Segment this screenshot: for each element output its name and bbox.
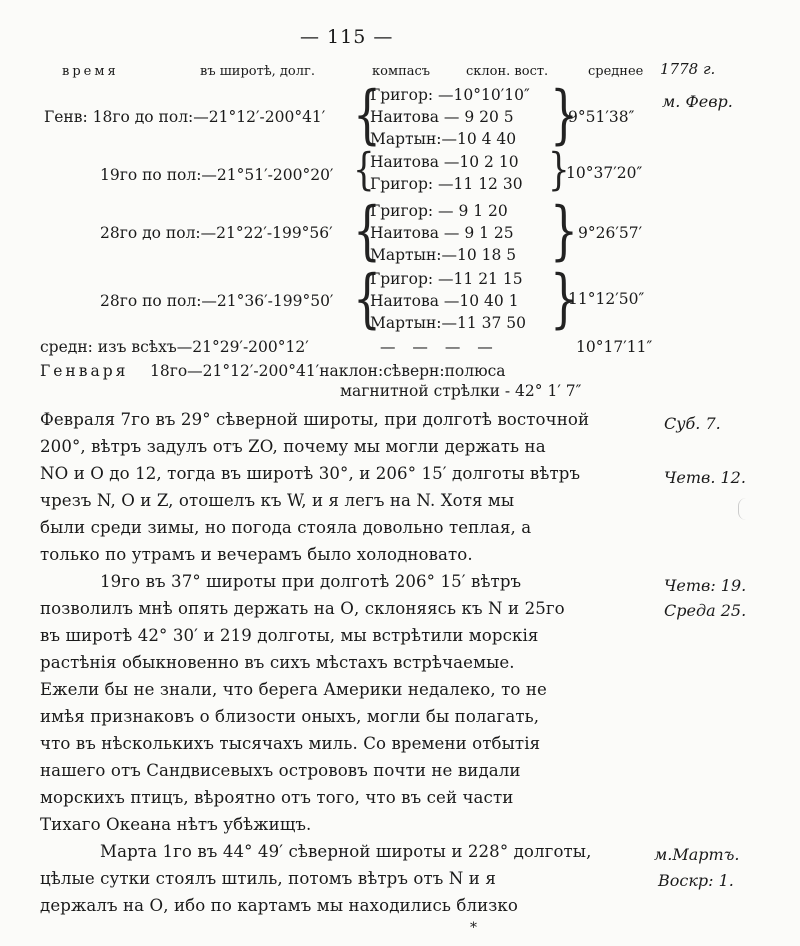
obs-4-row-3: Мартын:—11 37 50	[370, 314, 527, 332]
text-line-6: только по утрамъ и вечерамъ было холодновато.	[40, 545, 473, 564]
text-line-4: чрезъ N, О и Z, отошелъ къ W, и я легъ на N. Хотя мы	[40, 491, 515, 510]
obs-4-row-2: Наитова —10 40 1	[370, 292, 519, 310]
obs-2-row-2: Григор: —11 12 30	[370, 175, 523, 193]
obs-3-row-2: Наитова — 9 1 25	[370, 224, 514, 242]
text-line-8: позволилъ мнѣ опять держать на О, склоняясь къ N и 25го	[40, 599, 565, 618]
footer-mark: *	[470, 920, 477, 936]
margin-chet19: Четв: 19.	[664, 576, 747, 595]
left-brace: {	[353, 144, 375, 197]
obs-label-3: 28го до пол:—21°22′-199°56′	[100, 224, 333, 242]
header-declination: склон. вост.	[466, 64, 549, 79]
obs-1-row-2: Наитова — 9 20 5	[370, 108, 514, 126]
header-compass: компасъ	[372, 64, 431, 79]
obs-1-row-3: Мартын:—10 4 40	[370, 130, 517, 148]
margin-sub7: Суб. 7.	[664, 414, 721, 433]
obs-3-row-3: Мартын:—10 18 5	[370, 246, 517, 264]
right-brace: }	[550, 194, 578, 269]
mean-label: средн: изъ всѣхъ—21°29′-200°12′	[40, 338, 309, 356]
text-line-10: растѣнія обыкновенно въ сихъ мѣстахъ встрѣчаемые.	[40, 653, 515, 672]
obs-3-row-1: Григор: — 9 1 20	[370, 202, 508, 220]
obs-1-mean: 9°51′38″	[568, 108, 635, 126]
left-brace: {	[353, 262, 381, 337]
obs-2-row-1: Наитова —10 2 10	[370, 153, 519, 171]
margin-month-feb: м. Февр.	[662, 92, 733, 111]
obs-label-2: 19го по пол:—21°51′-200°20′	[100, 166, 334, 184]
right-brace: }	[548, 144, 570, 197]
header-time: время	[62, 64, 119, 79]
text-line-9: въ широтѣ 42° 30′ и 219 долготы, мы встрѣтили морскія	[40, 626, 539, 645]
mean-value: 10°17′11″	[576, 338, 653, 356]
text-line-15: морскихъ птицъ, вѣроятно отъ того, что въ сей части	[40, 788, 514, 807]
left-brace: {	[353, 78, 381, 153]
text-line-16: Тихаго Океана нѣтъ убѣжищъ.	[40, 815, 312, 834]
right-brace: }	[550, 262, 578, 337]
header-year: 1778 г.	[660, 60, 716, 78]
header-latitude: въ широтѣ, долг.	[200, 64, 315, 79]
left-brace: {	[353, 194, 381, 269]
paper-smudge	[738, 498, 757, 520]
margin-month-mar: м.Мартъ.	[654, 845, 740, 864]
obs-label-1: Генв: 18го до пол:—21°12′-200°41′	[44, 108, 326, 126]
january-inclination: магнитной стрѣлки - 42° 1′ 7″	[340, 382, 582, 400]
text-line-7: 19го въ 37° широты при долготѣ 206° 15′ вѣтръ	[100, 572, 522, 591]
text-line-12: имѣя признаковъ о близости оныхъ, могли бы полагать,	[40, 707, 540, 726]
text-line-13: что въ нѣсколькихъ тысячахъ миль. Со времени отбытія	[40, 734, 541, 753]
text-line-18: цѣлые сутки стоялъ штиль, потомъ вѣтръ отъ N и я	[40, 869, 496, 888]
right-brace: }	[550, 78, 578, 153]
obs-4-row-1: Григор: —11 21 15	[370, 270, 523, 288]
text-line-17: Марта 1го въ 44° 49′ сѣверной широты и 228° долготы,	[100, 842, 592, 861]
january-text: 18го—21°12′-200°41′наклон:сѣверн:полюса	[150, 362, 506, 380]
january-month: Генваря	[40, 362, 129, 380]
obs-2-mean: 10°37′20″	[566, 164, 643, 182]
text-line-19: держалъ на О, ибо по картамъ мы находились близко	[40, 896, 518, 915]
obs-3-mean: 9°26′57′	[578, 224, 643, 242]
margin-sreda25: Среда 25.	[664, 601, 747, 620]
obs-4-mean: 11°12′50″	[568, 290, 645, 308]
text-line-1: Февраля 7го въ 29° сѣверной широты, при долготѣ восточной	[40, 410, 590, 429]
mean-dashes: — — — —	[380, 338, 499, 356]
text-line-3: NO и О до 12, тогда въ широтѣ 30°, и 206° 15′ долготы вѣтръ	[40, 464, 581, 483]
header-mean: среднее	[588, 64, 644, 79]
text-line-14: нашего отъ Сандвисевыхъ острововъ почти не видали	[40, 761, 521, 780]
margin-voskr1: Воскр: 1.	[658, 871, 734, 890]
page-number: — 115 —	[300, 26, 394, 48]
text-line-2: 200°, вѣтръ задулъ отъ ZO, почему мы могли держать на	[40, 437, 546, 456]
obs-1-row-1: Григор: —10°10′10″	[370, 86, 530, 104]
margin-chet12: Четв. 12.	[664, 468, 746, 487]
text-line-5: были среди зимы, но погода стояла довольно теплая, а	[40, 518, 532, 537]
obs-label-4: 28го по пол:—21°36′-199°50′	[100, 292, 334, 310]
text-line-11: Ежели бы не знали, что берега Америки недалеко, то не	[40, 680, 547, 699]
